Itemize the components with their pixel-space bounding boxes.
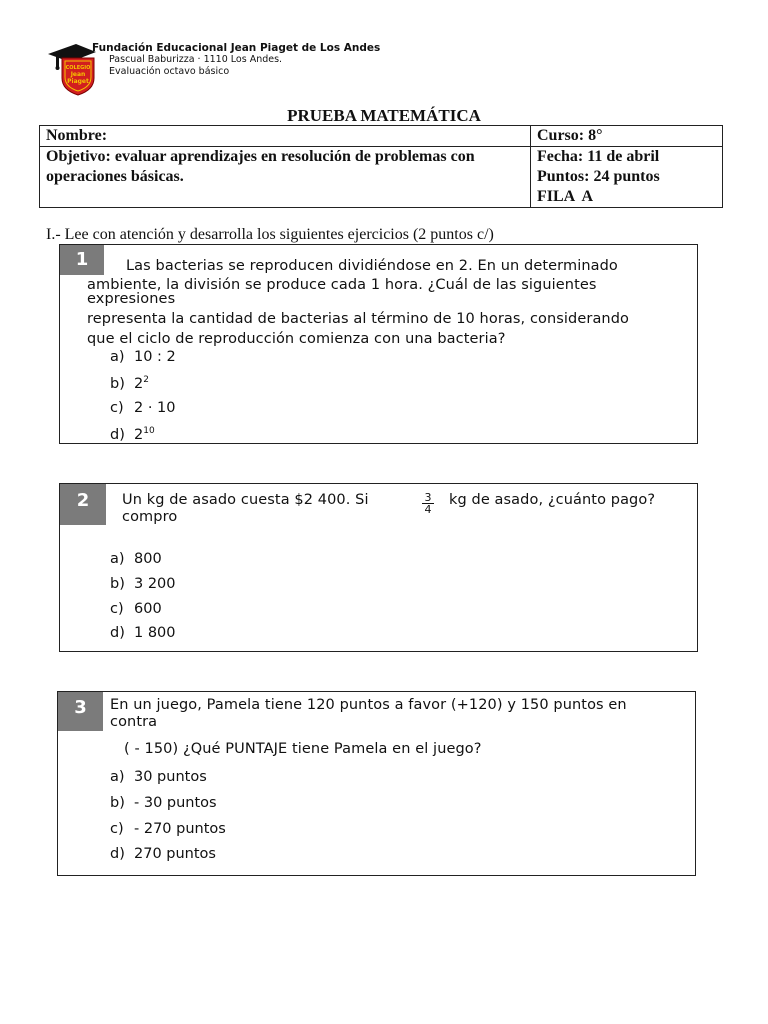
question-text-line: Las bacterias se reproducen dividiéndose en 2. En un determinado (126, 258, 618, 274)
header-institution: Fundación Educacional Jean Piaget de Los Andes (92, 42, 381, 54)
option-b[interactable]: b) - 30 puntos (110, 795, 217, 811)
logo-text-2: Jean (70, 71, 86, 78)
question-text-line: compro (122, 509, 178, 525)
question-text-line: kg de asado, ¿cuánto pago? (449, 492, 656, 508)
question-number: 2 (60, 484, 106, 525)
option-b[interactable]: b) $2^2$ (110, 375, 149, 392)
header-evaluation: Evaluación octavo básico (109, 66, 230, 77)
option-c[interactable]: c) 600 (110, 601, 162, 617)
question-1-box (59, 244, 698, 444)
question-text-line: representa la cantidad de bacterias al término de 10 horas, considerando (87, 311, 629, 327)
info-table (39, 125, 723, 208)
curso-field: Curso: 8° (531, 126, 723, 147)
question-text-line: que el ciclo de reproducción comienza con una bacteria? (87, 331, 506, 347)
header-address: Pascual Baburizza · 1110 Los Andes. (109, 54, 283, 65)
option-a[interactable]: a) 800 (110, 551, 162, 567)
page-title: PRUEBA MATEMÁTICA (287, 106, 481, 125)
option-b[interactable]: b) 3 200 (110, 576, 176, 592)
option-c[interactable]: c) 2 · 10 (110, 400, 176, 416)
option-d[interactable]: d) 270 puntos (110, 846, 216, 862)
instruction-text: I.- Lee con atención y desarrolla los siguientes ejercicios (2 puntos c/) (46, 226, 494, 243)
fraction: $\frac{3}{4}$ (422, 492, 434, 515)
meta-cell (531, 147, 723, 208)
fecha-field: Fecha: 11 de abril (537, 148, 660, 165)
option-a[interactable]: a) 10 : 2 (110, 349, 176, 365)
question-text-line: contra (110, 714, 158, 730)
option-d[interactable]: d) $2^{10}$ (110, 426, 155, 443)
question-text-line: expresiones (87, 291, 176, 307)
question-2-box (59, 483, 698, 652)
objetivo-field: Objetivo: evaluar aprendizajes en resolución de problemas con operaciones básicas. (40, 147, 531, 208)
option-d[interactable]: d) 1 800 (110, 625, 176, 641)
nombre-field: Nombre: (40, 126, 531, 147)
question-3-box (57, 691, 696, 876)
question-text-line: Un kg de asado cuesta $2 400. Si (122, 492, 369, 508)
question-number: 1 (60, 245, 104, 275)
fila-field: FILA A (537, 188, 594, 205)
question-text-line: En un juego, Pamela tiene 120 puntos a favor (+120) y 150 puntos en (110, 697, 627, 713)
question-number: 3 (58, 692, 103, 731)
logo-text-3: Piaget (67, 78, 89, 85)
option-c[interactable]: c) - 270 puntos (110, 821, 226, 837)
question-text-line: ( - 150) ¿Qué PUNTAJE tiene Pamela en el juego? (124, 741, 482, 757)
question-text-line: ambiente, la división se produce cada 1 hora. ¿Cuál de las siguientes (87, 277, 597, 293)
logo-text-1: COLEGIO (65, 65, 91, 71)
option-a[interactable]: a) 30 puntos (110, 769, 207, 785)
puntos-field: Puntos: 24 puntos (537, 168, 660, 185)
